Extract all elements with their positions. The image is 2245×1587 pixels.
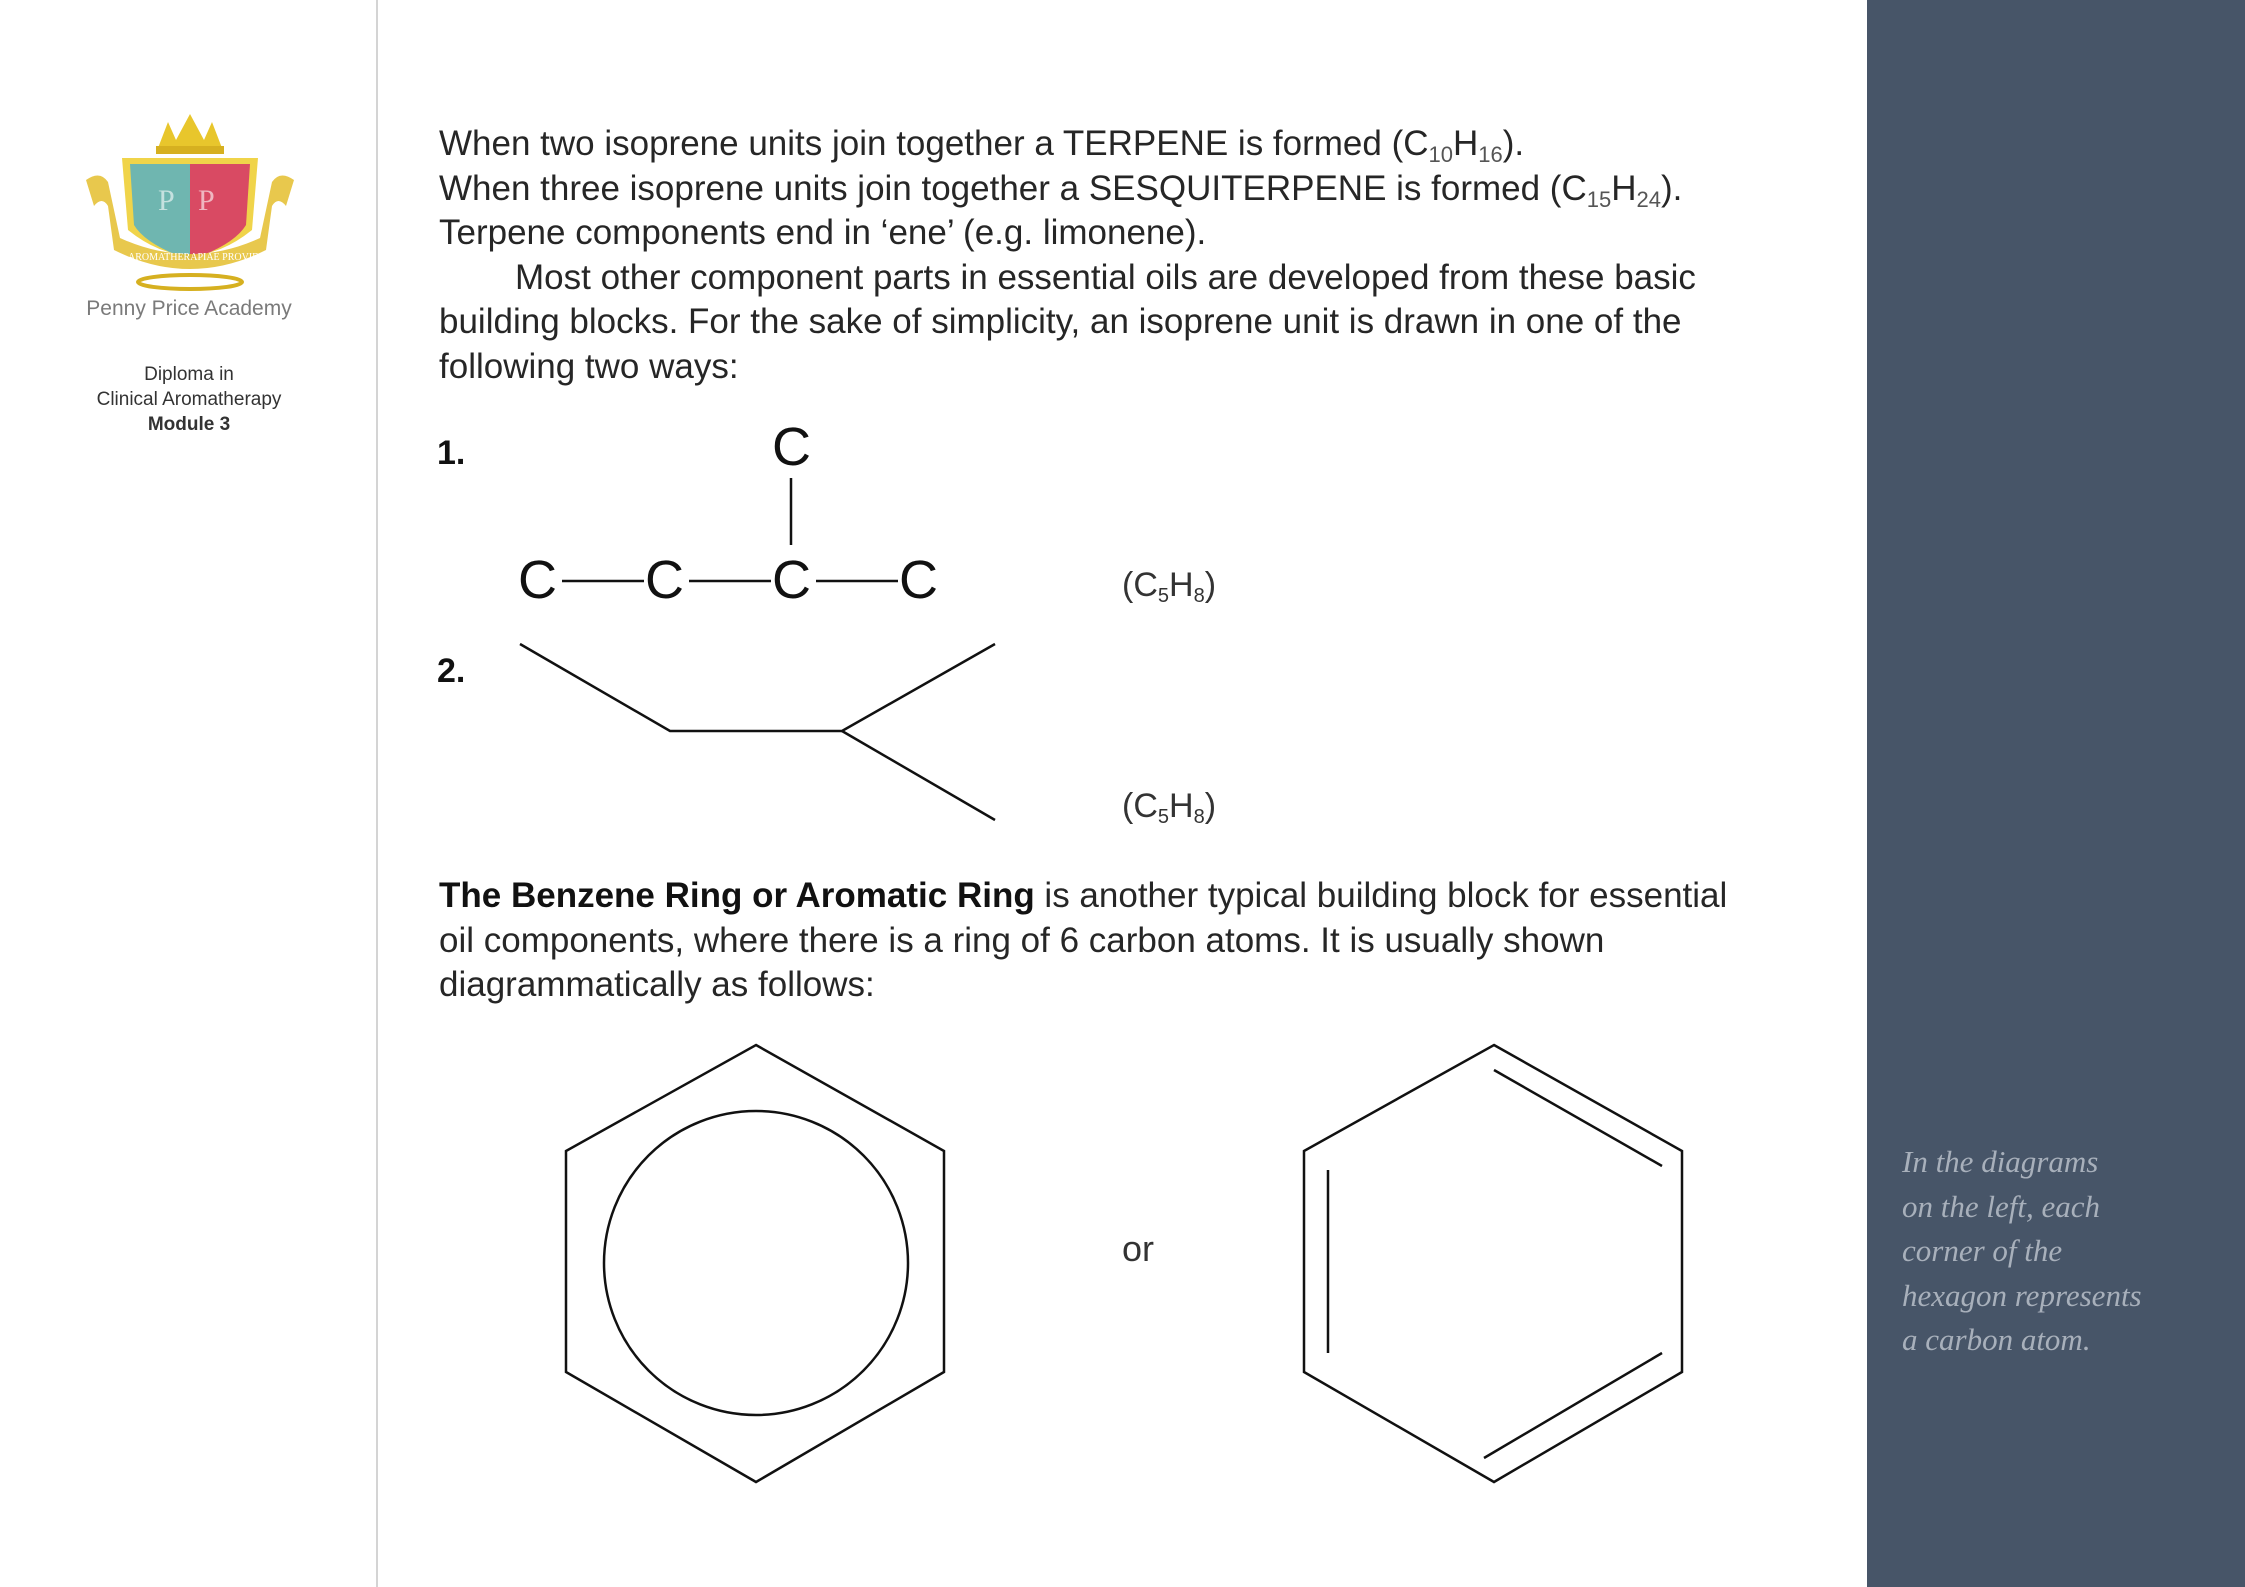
building-blocks-line-1: Most other component parts in essential oils are developed from these basic bbox=[515, 257, 1696, 297]
side-note: In the diagrams on the left, each corner of the hexagon represents a carbon atom. bbox=[1902, 1144, 2142, 1357]
double-bond-top bbox=[1494, 1070, 1662, 1166]
right-sidebar bbox=[1867, 0, 2245, 1587]
hydrogen-symbol: H bbox=[1453, 124, 1479, 163]
subscript-c: 15 bbox=[1586, 186, 1612, 212]
module-label: Module 3 bbox=[147, 414, 231, 435]
skeletal-branch bbox=[842, 731, 995, 820]
formula-h: H bbox=[1169, 787, 1194, 825]
monogram-left: P bbox=[158, 184, 175, 217]
logo-motto: AROMATHERAPIAE PROVIDA bbox=[128, 252, 267, 263]
benzene-line-2: oil components, where there is a ring of 6 carbon atoms. It is usually shown bbox=[439, 920, 1605, 960]
subscript-c: 10 bbox=[1428, 142, 1454, 167]
crown-band bbox=[156, 146, 224, 154]
benzene-line-1 bbox=[439, 874, 1727, 919]
sesquiterpene-text: When three isoprene units join together a SESQUITERPENE is formed (C bbox=[439, 168, 1587, 208]
subscript-h: 24 bbox=[1636, 186, 1661, 212]
or-label: or bbox=[1122, 1228, 1155, 1269]
double-bond-bottom bbox=[1484, 1353, 1662, 1458]
benzene-text: is another typical building block for essential bbox=[1034, 876, 1728, 915]
formula-c5h8-1 bbox=[1122, 566, 1216, 605]
benzene-paragraph bbox=[439, 874, 1727, 1008]
benzene-line-3: diagrammatically as follows: bbox=[439, 965, 875, 1004]
subscript-h: 16 bbox=[1478, 142, 1503, 167]
hexagon bbox=[1304, 1045, 1682, 1482]
skeletal-chain bbox=[520, 644, 995, 731]
building-blocks-line-3: following two ways: bbox=[439, 346, 739, 386]
carbon-atom-1: C bbox=[518, 550, 557, 610]
formula-sub-c: 5 bbox=[1157, 806, 1170, 828]
hydrogen-symbol: H bbox=[1611, 168, 1637, 208]
carbon-atom-top: C bbox=[772, 417, 811, 477]
formula-close: ) bbox=[1204, 566, 1217, 604]
intro-paragraph bbox=[439, 122, 1696, 389]
formula-sub-c: 5 bbox=[1157, 585, 1170, 607]
formula-sub-h: 8 bbox=[1193, 585, 1205, 607]
formula-c5h8-2 bbox=[1122, 787, 1216, 826]
course-info bbox=[0, 362, 378, 437]
formula-sub-h: 8 bbox=[1193, 806, 1205, 828]
aromatic-circle bbox=[604, 1111, 908, 1415]
carbon-atom-3: C bbox=[772, 550, 811, 610]
academy-crest-logo bbox=[80, 110, 300, 295]
isoprene-structure-1 bbox=[500, 410, 980, 620]
course-line-1: Diploma in bbox=[144, 364, 234, 385]
closing-paren: ). bbox=[1502, 124, 1525, 163]
benzene-ring-kekule bbox=[1298, 1040, 1698, 1490]
formula-open: (C bbox=[1122, 566, 1158, 604]
crown-icon bbox=[158, 114, 222, 148]
sesquiterpene-line bbox=[439, 167, 1696, 212]
laurel-base bbox=[138, 275, 242, 289]
carbon-atom-4: C bbox=[899, 550, 938, 610]
carbon-atom-2: C bbox=[645, 550, 684, 610]
left-sidebar bbox=[0, 0, 378, 1587]
benzene-ring-circle bbox=[560, 1040, 960, 1490]
building-blocks-line-2: building blocks. For the sake of simplicity, an isoprene unit is drawn in one of the bbox=[439, 302, 1682, 341]
terpene-ending-line: Terpene components end in ‘ene’ (e.g. limonene). bbox=[439, 213, 1207, 252]
benzene-heading: The Benzene Ring or Aromatic Ring bbox=[439, 876, 1035, 915]
way-2-label: 2. bbox=[437, 652, 466, 690]
terpene-text: When two isoprene units join together a TERPENE is formed (C bbox=[439, 124, 1429, 163]
course-line-2: Clinical Aromatherapy bbox=[96, 389, 282, 410]
closing-paren: ). bbox=[1660, 168, 1683, 208]
formula-h: H bbox=[1169, 566, 1194, 604]
isoprene-structure-2 bbox=[500, 630, 1020, 850]
terpene-line bbox=[439, 122, 1696, 167]
monogram-right: P bbox=[198, 184, 215, 217]
formula-close: ) bbox=[1204, 787, 1217, 825]
academy-name: Penny Price Academy bbox=[86, 297, 292, 320]
way-1-label: 1. bbox=[437, 434, 466, 472]
formula-open: (C bbox=[1122, 787, 1158, 825]
